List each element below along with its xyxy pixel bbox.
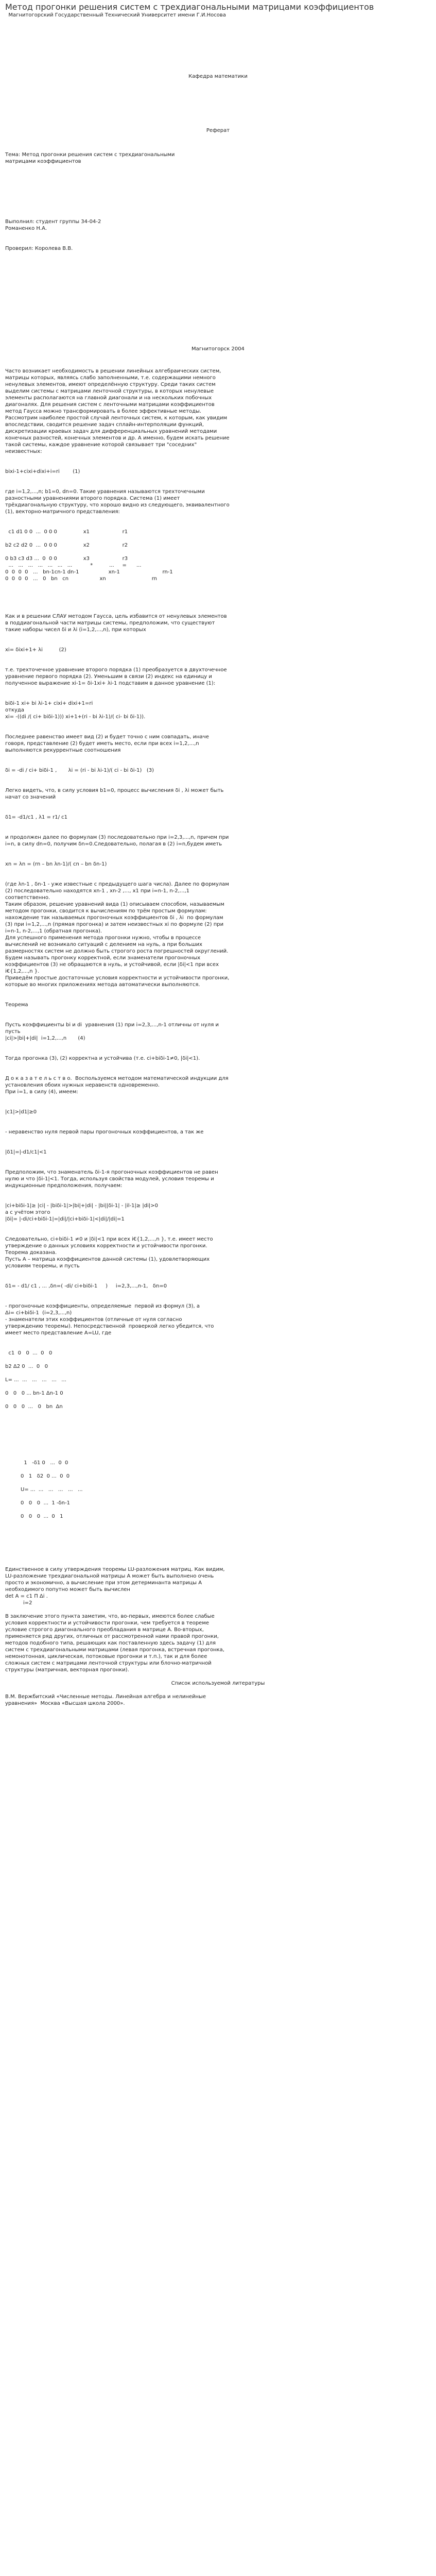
paragraph-tridiagonal: где i=1,2,...,n; b1=0, dn=0. Такие уравнения называются трехточечными разностными уравнениями второго порядка. Система (1) имеет трёхдиагональную структуру, что хорошо видно из следующего, эквивалентного (1), векторно-матричного представления: xyxy=(5,489,230,515)
references-list: В.М. Вержбитский «Численные методы. Линейная алгебра и нелинейные уравнения» Москва «Высшая школа 2000». xyxy=(5,1694,206,1706)
topic-line-1: Тема: Метод прогонки решения систем с трехдиагональными xyxy=(5,152,175,158)
references-title: Список используемой литературы xyxy=(171,1681,265,1686)
equation-11-result: |δi|= |-di/ci+biδi-1|=|di|/|ci+biδi-1|<|di|/|di|=1 xyxy=(5,1216,125,1222)
paragraph-induction: Предположим, что знаменатель δi-1-я прогоночных коэффициентов не равен нулю и что |δi-1|<1. Тогда, используя свойства модулей, условия теоремы и индукционные предположения, получаем: xyxy=(5,1170,218,1189)
paragraph-gauss: Как и в решении СЛАУ методом Гаусса, цель избавится от ненулевых элементов в поддиагональной части матрицы системы, предположим, что существуют такие наборы чисел δi и λi (i=1,2,...,n), при которых xyxy=(5,614,227,633)
equation-4: xi= -((di /( ci+ biδi-1))) xi+1+(ri - bi λi-1)/( ci- bi δi-1)). xyxy=(5,714,146,720)
page-title: Метод прогонки решения систем с трехдиагональными матрицами коэффициентов xyxy=(5,2,374,12)
topic-line-2: матрицами коэффициентов xyxy=(5,159,81,164)
paragraph-lu: - прогоночные коэффициенты, определяемые первой из формул (3), а Δi= ci+biδi-1 (i=2,3,...,n) - знаменатели этих коэффициентов (отличные от нуля согласно утверждению теоремы). Непосредственной проверкой легко убедится, что имеет место представление A=LU, где xyxy=(5,1303,214,1336)
paragraph-two-point: т.е. трехточечное уравнение второго порядка (1) преобразуется в двухточечное уравнение первого порядка (2). Уменьшим в связи (2) индекс на единицу и полученное выражение xi-1= δi-1xi+ λi-1 подставим в данное уравнение (1): xyxy=(5,667,227,686)
equation-8: |ci|>|bi|+|di| i=1,2,...,n (4) xyxy=(5,1036,85,1041)
department-name: Кафедра математики xyxy=(188,74,248,79)
city-year: Магнитогорск 2004 xyxy=(191,346,245,352)
paragraph-determinant: Единственное в силу утверждения теоремы LU-разложения матриц. Как видим, LU-разложение трехдиагональной матрицы A может быть выполнено очень просто и экономично, а вычисление при этом детерминанта матрицы A необходимого попутно может быть вычислен xyxy=(5,1567,225,1592)
equation-7: xn = λn = (rn – bn λn-1)/( cn – bn δn-1) xyxy=(5,861,107,867)
otkuda-label: откуда xyxy=(5,707,24,713)
equation-13-index: i=2 xyxy=(5,1600,32,1606)
equation-2: xi= δixi+1+ λi (2) xyxy=(5,647,66,653)
paragraph-continue: и продолжен далее по формулам (3) последовательно при i=2,3,...,n, причем при i=n, в силу dn=0, получим δn=0.Следовательно, полагая в (2) i=n,будем иметь xyxy=(5,835,229,847)
equation-12: δ1= - d1/ c1 , ... ,δn=( -di/ ci+biδi-1 ) i=2,3,...,n-1, δn=0 xyxy=(5,1283,167,1289)
paragraph-consequence: Следовательно, ci+biδi-1 ≠0 и |δi|<1 при всех i€{1,2,...,n }, т.е. имеет место утверждение о данных условиях корректности и устойчивости прогонки. Теорема доказана. Пусть A – матрица коэффициентов данной системы (1), удовлетворяющих условиям теоремы, и пусть xyxy=(5,1236,213,1269)
equation-1: bixi-1+cixi+dixi+i=ri (1) xyxy=(5,469,80,474)
paragraph-recurrence: Последнее равенство имеет вид (2) и будет точно с ним совпадать, иначе говоря, представление (2) будет иметь место, если при всех i=1,2,...,n выполняются рекуррентные соотношения xyxy=(5,734,209,753)
paragraph-start: Легко видеть, что, в силу условия b1=0, процесс вычисления δi , λi может быть начат со значений xyxy=(5,788,224,800)
paragraph-theorem: Пусть коэффициенты bi и di уравнения (1) при i=2,3,...,n-1 отличны от нуля и пусть xyxy=(5,1022,219,1035)
paragraph-intro: Часто возникает необходимость в решении линейных алгебраических систем, матрицы которых, являясь слабо заполненными, т.е. содержащими немного ненулевых элементов, имеют определённую структуру. Среди таких систем выделим системы с матрицами ленточной структуры, в которых ненулевые элементы располагаются на главной диагонали и на нескольких побочных диагоналях. Для решения систем с ленточными матрицами коэффициентов метод Гаусса можно трансформировать в более эффективные методы. Рассмотрим наиболее простой случай ленточных систем, к которым, как увидим впоследствии, сводится решение задач сплайн-интерполяции функций, дискретизации краевых задач для дифференциальных уравнений методами конечных разностей, конечных элементов и др. А именно, будем искать решение такой системы, каждое уравнение которой связывает три "соседних" неизвестных: xyxy=(5,368,230,454)
doc-type: Реферат xyxy=(206,128,230,133)
equation-11-note: a с учётом этого xyxy=(5,1210,50,1215)
equation-6: δ1= -d1/c1 , λ1 = r1/ c1 xyxy=(5,815,68,820)
equation-11: |ci+biδi-1|≥ |ci| - |biδi-1|>|bi|+|di| - |bi||δi-1| - |il-1|≥ |di|>0 xyxy=(5,1203,158,1209)
equation-10: |δ1|=|-d1/c1|<1 xyxy=(5,1149,47,1155)
equation-9: |c1|>|d1|≥0 xyxy=(5,1109,37,1115)
matrix-u: 1 -δ1 0 ... 0 0 0 1 δ2 0 ... 0 0 U= ... ... ... ... ... ... 0 0 0 ... 1 -δn-1 0 0 0 ... 0 1 xyxy=(21,1460,83,1519)
university-name: Магнитогорский Государственный Технический Университет имени Г.И.Носова xyxy=(5,12,226,18)
equation-13: det A = c1 Π Δi . xyxy=(5,1594,48,1599)
equation-5: δi = -di / ci+ biδi-1 , λi = (ri - bi λi-1)/( ci - bi δi-1) (3) xyxy=(5,768,154,773)
checker-line: Проверил: Королева В.В. xyxy=(5,246,73,251)
proof-note: - неравенство нуля первой пары прогоночных коэффициентов, а так же xyxy=(5,1129,204,1135)
matrix-system: c1 d1 0 0 ... 0 0 0 x1 r1 b2 c2 d2 0 ... 0 0 0 x2 r2 0 b3 c3 d3 ... 0 0 0 x3 r3 ... ... ... ... ... ... ... * ... = ... 0 0 0 0 ... bn-1cn-1 dn-1 xn-1 rn-1 0 0 0 0 ... 0 bn cn xn rn xyxy=(5,529,173,582)
paragraph-conclusion: В заключение этого пункта заметим, что, во-первых, имеются более слабые условия корректности и устойчивости прогонки, чем требуется в теореме условие строгого диагонального преобладания в матрице A. Во-вторых, применяется ряд других, отличных от рассмотренной нами правой прогонки, методов подобного типа, решающих как поставленную здесь задачу (1) для систем с трехдиагональными матрицами (левая прогонка, встречная прогонка, немонотонная, циклическая, потоковые прогонки и т.п.), так и для более сложных систем с матрицами ленточной структуры или блочно-матричной структуры (матричная, векторная прогонки). xyxy=(5,1614,224,1673)
author-line-1: Выполнил: студент группы 34-04-2 xyxy=(5,219,101,225)
matrix-l: c1 0 0 ... 0 0 b2 Δ2 0 ... 0 0 L= ... ... ... ... ... ... 0 0 0 ... bn-1 Δn-1 0 0 0 0 ... 0 bn Δn xyxy=(5,1350,66,1410)
theorem-label: Теорема xyxy=(5,1002,28,1008)
author-line-2: Романенко Н.А. xyxy=(5,226,47,231)
paragraph-proof: Д о к а з а т е л ь с т в о. Воспользуемся методом математической индукции для установления обоих нужных неравенств одновременно. При i=1, в силу (4), имеем: xyxy=(5,1076,229,1095)
paragraph-method: (где λn-1 , δn-1 - уже известные с предыдущего шага числа). Далее по формулам (2) последовательно находятся xn-1 , xn-2 ,..., x1 при i=n-1, n-2,...,1 соответственно. Таким образом, решение уравнений вида (1) описываем способом, называемым методом прогонки, сводится к вычислениям по трём простым формулам: нахождение так называемых прогоночных коэффициентов δi , λi по формулам (3) при i=1,2,...,n (прямая прогонка) и затем неизвестных xi по формуле (2) при i=n-1, n-2,...,1 (обратная прогонка). Для успешного применения метода прогонки нужно, чтобы в процессе вычислений не возникало ситуаций с делением на нуль, а при больших размерностях систем не должно быть строгого роста погрешностей округлений. Будем называть прогонку корректной, если знаменатели прогоночных коэффициентов (3) не обращаются в нуль, и устойчивой, если |δi|<1 при всех i€{1,2,...,n }. Приведём простые достаточные условия корректности и устойчивости прогонки, которые во многих приложениях метода автоматически выполняются. xyxy=(5,882,230,988)
equation-3: biδi-1 xi+ bi λi-1+ cixi+ dixi+1=ri xyxy=(5,701,93,706)
theorem-conclusion: Тогда прогонка (3), (2) корректна и устойчива (т.е. ci+biδi-1≠0, |δi|<1). xyxy=(5,1056,200,1061)
